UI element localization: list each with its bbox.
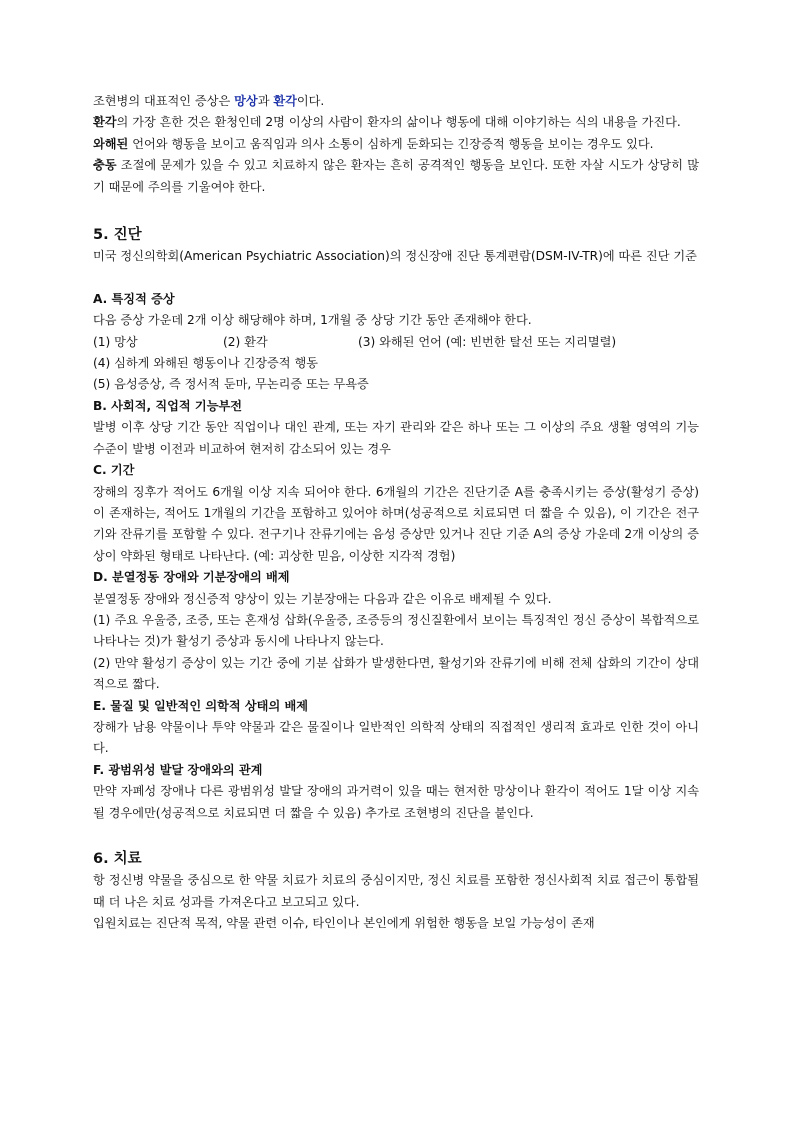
criterion-d-text: 분열정동 장애와 정신증적 양상이 있는 기분장애는 다음과 같은 이유로 배제될 수 있다. bbox=[93, 591, 552, 606]
intro-line-1 bbox=[93, 91, 699, 112]
criterion-a-item-1: (1) 망상 bbox=[93, 334, 138, 349]
criterion-a-title: A. 특징적 증상 bbox=[93, 291, 175, 306]
criterion-b-text: 발병 이후 상당 기간 동안 직업이나 대인 관계, 또는 자기 관리와 같은 하나 또는 그 이상의 주요 생활 영역의 기능 수준이 발병 이전과 비교하여 현저히 감소되어 있는 경우 bbox=[93, 420, 699, 456]
criterion-d-item-2: (2) 만약 활성기 증상이 있는 기간 중에 기분 삽화가 발생한다면, 활성기와 잔류기에 비해 전체 삽화의 기간이 상대적으로 짧다. bbox=[93, 655, 699, 692]
criterion-b-title: B. 사회적, 직업적 기능부전 bbox=[93, 398, 243, 413]
criterion-c-title: C. 기간 bbox=[93, 463, 135, 478]
criterion-a-item-4: (4) 심하게 와해된 행동이나 긴장증적 행동 bbox=[93, 356, 319, 371]
keyword-delusion: 망상 bbox=[234, 94, 258, 108]
keyword-hallucination: 환각 bbox=[273, 94, 297, 108]
intro-line-2 bbox=[93, 112, 699, 133]
criterion-f-text: 만약 자폐성 장애나 다른 광범위성 발달 장애의 과거력이 있을 때는 현저한 망상이나 환각이 적어도 1달 이상 지속될 경우에만(성공적으로 치료되면 더 짧을 수 있음) 추가로 조현병의 진단을 붙인다. bbox=[93, 784, 699, 820]
section-6-paragraph-2: 입원치료는 진단적 목적, 약물 관련 이슈, 타인이나 본인에게 위험한 행동을 보일 가능성이 존재 bbox=[93, 916, 595, 931]
intro-text: 조절에 문제가 있을 수 있고 치료하지 않은 환자는 흔히 공격적인 행동을 보인다. 또한 자살 시도가 상당히 많기 때문에 주의를 기울여야 한다. bbox=[93, 158, 699, 194]
criterion-d-title: D. 분열정동 장애와 기분장애의 배제 bbox=[93, 570, 290, 585]
criterion-a-list-row bbox=[93, 332, 699, 353]
intro-line-3 bbox=[93, 134, 699, 155]
criterion-f-title: F. 광범위성 발달 장애와의 관계 bbox=[93, 762, 263, 777]
criterion-d-item-1: (1) 주요 우울증, 조증, 또는 혼재성 삽화(우울증, 조증등의 정신질환에서 보이는 특징적인 정신 증상이 복합적으로 나타나는 것)가 활성기 증상과 동시에 나타나지 않는다. bbox=[93, 612, 699, 649]
section-5-heading: 5. 진단 bbox=[93, 227, 142, 244]
intro-text: 이다. bbox=[296, 94, 325, 108]
criterion-e-title: E. 물질 및 일반적인 의학적 상태의 배제 bbox=[93, 698, 309, 713]
intro-line-4 bbox=[93, 155, 699, 198]
criterion-a-item-5: (5) 음성증상, 즉 정서적 둔마, 무논리증 또는 무욕증 bbox=[93, 377, 369, 392]
criterion-a-item-3: (3) 와해된 언어 (예: 빈번한 탈선 또는 지리멸렬) bbox=[358, 334, 617, 349]
intro-text: 조현병의 대표적인 증상은 bbox=[93, 94, 235, 108]
section-6-heading: 6. 치료 bbox=[93, 851, 142, 867]
criterion-a-item-2: (2) 환각 bbox=[223, 334, 268, 349]
section-5-intro: 미국 정신의학회(American Psychiatric Association)의 정신장애 진단 통계편람(DSM-IV-TR)에 따른 진단 기준 bbox=[93, 249, 697, 264]
criterion-e-text: 장해가 남용 약물이나 투약 약물과 같은 물질이나 일반적인 의학적 상태의 직접적인 생리적 효과로 인한 것이 아니다. bbox=[93, 719, 699, 756]
intro-text: 의 가장 흔한 것은 환청인데 2명 이상의 사람이 환자의 삶이나 행동에 대해 이야기하는 식의 내용을 가진다. bbox=[116, 115, 681, 130]
intro-text: 과 bbox=[257, 94, 274, 108]
criterion-a-text: 다음 증상 가운데 2개 이상 해당해야 하며, 1개월 중 상당 기간 동안 존재해야 한다. bbox=[93, 313, 532, 328]
document-page bbox=[93, 91, 699, 935]
criterion-c-text: 장해의 징후가 적어도 6개월 이상 지속 되어야 한다. 6개월의 기간은 진단기준 A를 충족시키는 증상(활성기 증상)이 존재하는, 적어도 1개월의 기간을 포함하고 있어야 하며(성공적으로 치료되면 더 짧을 수 있음), 이 기간은 전구기와 잔류기를 포함할 수 있다. 전구기나 잔류기에는 음성 증상만 있거나 진단 기준 A의 증상 가운데 2개 이상의 증상이 약화된 형태로 나타난다. (예: 괴상한 믿음, 이상한 지각적 경험) bbox=[93, 484, 699, 563]
bold-term: 충동 bbox=[93, 158, 117, 173]
bold-term: 환각 bbox=[93, 115, 117, 130]
section-6-paragraph-1: 항 정신병 약물을 중심으로 한 약물 치료가 치료의 중심이지만, 정신 치료를 포함한 정신사회적 치료 접근이 통합될 때 더 나은 치료 성과를 가져온다고 보고되고 있다. bbox=[93, 873, 699, 909]
bold-term: 와해된 bbox=[93, 136, 129, 151]
intro-text: 언어와 행동을 보이고 움직임과 의사 소통이 심하게 둔화되는 긴장증적 행동을 보이는 경우도 있다. bbox=[128, 136, 654, 151]
